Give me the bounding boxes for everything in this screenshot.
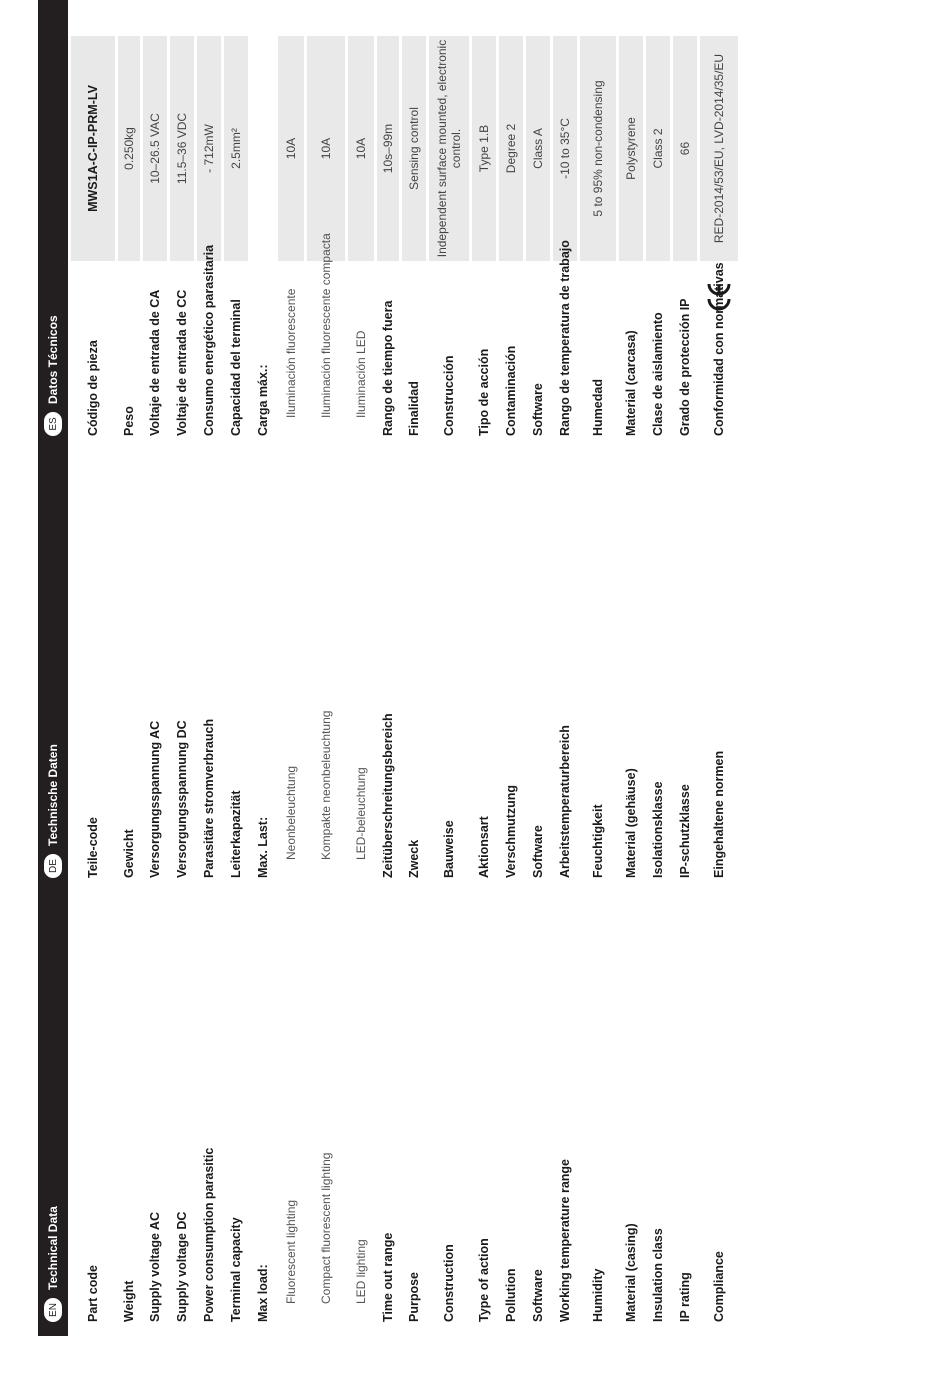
spec-value: Type 1.B	[472, 36, 496, 261]
spec-label: Material (carcasa)	[624, 330, 638, 436]
spec-label: Power consumption parasitic	[202, 1147, 216, 1322]
spec-label: Zeitüberschreitungsbereich	[381, 713, 395, 878]
spec-label: Capacidad del terminal	[229, 299, 243, 436]
spec-label: Material (gehäuse)	[624, 768, 638, 878]
spec-value: Independent surface mounted, electronic control.	[429, 36, 469, 261]
spec-value: Class 2	[646, 36, 670, 261]
language-badge: DE	[44, 854, 62, 878]
spec-label: Compact fluorescent lighting	[319, 1152, 333, 1304]
part-code-value: MWS1A-C-IP-PRM-LV	[71, 36, 115, 261]
spec-label: LED lighting	[354, 1239, 368, 1304]
spec-label: Time out range	[381, 1232, 395, 1322]
spec-value: 2.5mm²	[224, 36, 248, 261]
spec-label: Supply voltage AC	[148, 1212, 162, 1322]
spec-row	[118, 0, 140, 450]
spec-value: 66	[673, 36, 697, 261]
panel-title: Datos Técnicos	[46, 315, 60, 404]
spec-label: Neonbeleuchtung	[284, 765, 298, 860]
spec-label: Isolationsklasse	[651, 781, 665, 878]
spec-label: Tipo de acción	[477, 348, 491, 436]
part-code-label: Part code	[86, 1265, 100, 1322]
spec-row	[499, 0, 523, 450]
spec-label: Zweck	[407, 839, 421, 878]
spec-label: Rango de tiempo fuera	[381, 300, 395, 436]
spec-label: Parasitäre stromverbrauch	[202, 718, 216, 878]
spec-row	[619, 0, 643, 450]
spec-label: Max load:	[256, 1264, 270, 1322]
spec-row	[673, 0, 697, 450]
part-code-label: Teile-code	[86, 817, 100, 878]
spec-label: Iluminación LED	[354, 330, 368, 418]
spec-label: Leiterkapazität	[229, 790, 243, 878]
spec-row	[580, 0, 616, 450]
spec-row	[278, 0, 304, 450]
spec-label: Type of action	[477, 1238, 491, 1322]
spec-label: Versorgungsspannung DC	[175, 720, 189, 878]
spec-value: 10s–99m	[377, 36, 399, 261]
spec-value: Sensing control	[402, 36, 426, 261]
spec-label: Feuchtigkeit	[591, 804, 605, 878]
spec-label: Material (casing)	[624, 1223, 638, 1322]
spec-label: Versorgungsspannung AC	[148, 720, 162, 878]
spec-row	[251, 0, 275, 450]
panel-header	[38, 0, 68, 450]
spec-label: Finalidad	[407, 381, 421, 436]
spec-label: Insulation class	[651, 1228, 665, 1322]
spec-row	[224, 0, 248, 450]
spec-value: 10A	[278, 36, 304, 261]
panel-title: Technical Data	[46, 1206, 60, 1290]
spec-label: Bauweise	[442, 820, 456, 878]
spec-label: Working temperature range	[558, 1158, 572, 1322]
spec-value: Degree 2	[499, 36, 523, 261]
spec-row	[526, 0, 550, 450]
spec-row	[402, 0, 426, 450]
spec-row	[143, 0, 167, 450]
spec-label: Grado de protección IP	[678, 298, 692, 436]
spec-label: Aktionsart	[477, 816, 491, 878]
spec-label: Compliance	[712, 1251, 726, 1322]
spec-label: Weight	[122, 1280, 136, 1322]
panel-title: Technische Daten	[46, 744, 60, 846]
language-badge: EN	[44, 1298, 62, 1322]
spec-row	[377, 0, 399, 450]
spec-label: Peso	[122, 406, 136, 436]
spec-value: 11.5–36 VDC	[170, 36, 194, 261]
spec-value: Class A	[526, 36, 550, 261]
spec-row	[646, 0, 670, 450]
spec-row	[472, 0, 496, 450]
spec-row	[170, 0, 194, 450]
spec-value: 10A	[307, 36, 345, 261]
spec-label: Software	[531, 383, 545, 436]
spec-row	[429, 0, 469, 450]
spec-label: Voltaje de entrada de CA	[148, 289, 162, 436]
spec-label: Construction	[442, 1244, 456, 1322]
spec-label: Fluorescent lighting	[284, 1199, 298, 1304]
spec-value: 10–26.5 VAC	[143, 36, 167, 261]
spec-row	[348, 0, 374, 450]
spec-value: - 712mW	[197, 36, 221, 261]
spec-label: Verschmutzung	[504, 784, 518, 878]
spec-label: Clase de aislamiento	[651, 312, 665, 436]
spec-value: 10A	[348, 36, 374, 261]
spec-row	[553, 0, 577, 450]
spec-value: Polystyrene	[619, 36, 643, 261]
part-code-label: Código de pieza	[86, 340, 100, 436]
spec-label: Arbeitstemperaturbereich	[558, 725, 572, 878]
spec-label: Pollution	[504, 1268, 518, 1322]
spec-label: Terminal capacity	[229, 1217, 243, 1322]
spec-row	[700, 0, 738, 450]
spec-label: Voltaje de entrada de CC	[175, 289, 189, 436]
spec-label: Kompakte neonbeleuchtung	[319, 710, 333, 860]
spec-value: 5 to 95% non-condensing	[580, 36, 616, 261]
spec-value: RED-2014/53/EU, LVD-2014/35/EU	[700, 36, 738, 261]
spec-label: Software	[531, 1269, 545, 1322]
spec-label: Construcción	[442, 355, 456, 436]
spec-label: Software	[531, 825, 545, 878]
spec-label: Humedad	[591, 379, 605, 436]
spec-label: Gewicht	[122, 829, 136, 878]
spec-label: IP-schutzklasse	[678, 784, 692, 878]
spec-table	[118, 0, 738, 450]
spec-label: Rango de temperatura de trabajo	[558, 240, 572, 436]
spec-row	[197, 0, 221, 450]
spec-value: 0.250kg	[118, 36, 140, 261]
spec-row	[307, 0, 345, 450]
spec-value: -10 to 35°C	[553, 36, 577, 261]
spec-label: Supply voltage DC	[175, 1211, 189, 1322]
spec-label: Contaminación	[504, 345, 518, 436]
spec-label: Conformidad con normativas	[712, 262, 726, 436]
spec-label: Max. Last:	[256, 816, 270, 878]
spec-label: Iluminación fluorescente compacta	[319, 233, 333, 418]
spec-label: IP rating	[678, 1272, 692, 1322]
spec-label: Purpose	[407, 1271, 421, 1322]
spec-label: Consumo energético parasitaria	[202, 244, 216, 436]
spec-label: Carga máx.:	[256, 364, 270, 436]
spec-label: Iluminación fluorescente	[284, 288, 298, 418]
spec-label: Humidity	[591, 1268, 605, 1322]
spec-label: Eingehaltene normen	[712, 750, 726, 878]
spec-label: LED-beleuchtung	[354, 767, 368, 860]
language-badge: ES	[44, 412, 62, 436]
